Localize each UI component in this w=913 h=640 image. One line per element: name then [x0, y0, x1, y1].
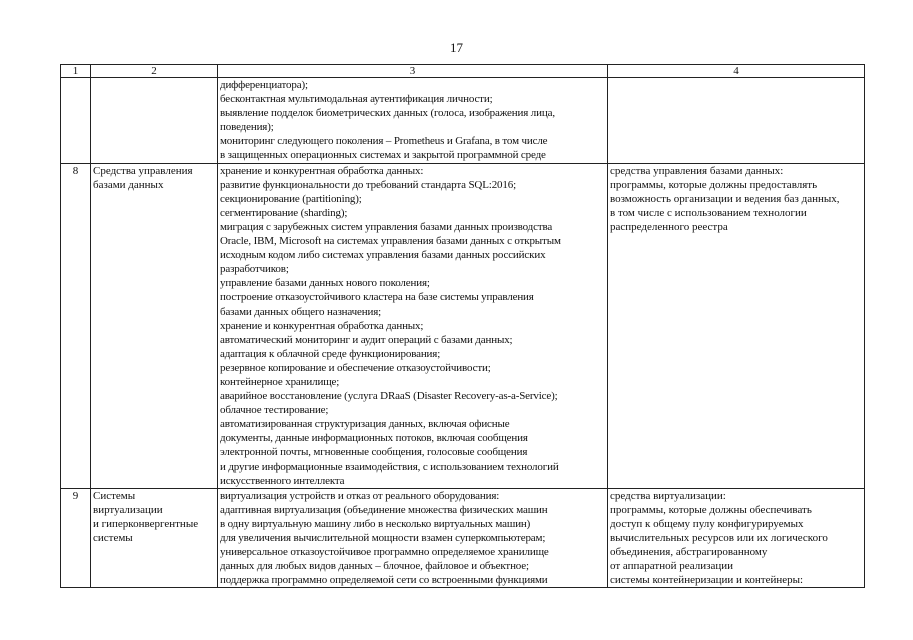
- table-row: [61, 163, 865, 488]
- row-number-cell: 9: [61, 488, 91, 588]
- details-line: аварийное восстановление (услуга DRaaS (Disaster Recovery-as-a-Service);: [220, 390, 558, 403]
- header-cell: 3: [218, 65, 608, 78]
- description-line: распределенного реестра: [610, 220, 728, 233]
- description-line: возможность организации и ведения баз данных,: [610, 192, 840, 205]
- details-line: сегментирование (sharding);: [220, 206, 348, 219]
- details-line: Oracle, IBM, Microsoft на системах управления базами данных с открытым: [220, 235, 561, 248]
- details-line: универсальное отказоустойчивое программно определяемое хранилище: [220, 546, 549, 559]
- table-body: [61, 78, 865, 588]
- row-details-cell: [218, 78, 608, 164]
- details-line: для увеличения вычислительной мощности взамен суперкомпьютерам;: [220, 532, 546, 544]
- name-line: и гиперконвергентные: [93, 517, 199, 530]
- details-line: электронной почты, мгновенные сообщения, голосовые сообщения: [220, 446, 528, 459]
- details-line: автоматический мониторинг и аудит операций с базами данных;: [220, 333, 513, 346]
- description-line: средства виртуализации:: [610, 489, 726, 502]
- description-line: объединения, абстрагированному: [610, 546, 768, 559]
- row-description-cell: [608, 78, 865, 164]
- header-cell: 2: [91, 65, 218, 78]
- details-line: документы, данные информационных потоков, включая сообщения: [220, 432, 528, 445]
- requirements-table: [60, 64, 865, 588]
- details-line: хранение и конкурентная обработка данных;: [220, 319, 424, 332]
- details-line: резервное копирование и обеспечение отказоустойчивости;: [220, 361, 491, 374]
- header-cell: 4: [608, 65, 865, 78]
- description-line: доступ к общему пулу конфигурируемых: [610, 517, 804, 530]
- details-line: исходным кодом либо системах управления базами данных российских: [220, 249, 546, 262]
- row-number-cell: [61, 78, 91, 164]
- details-line: поведения);: [220, 121, 274, 134]
- description-line: от аппаратной реализации: [610, 560, 733, 573]
- details-line: дифференциатора);: [220, 79, 308, 91]
- details-line: поддержка программно определяемой сети со встроенными функциями: [220, 574, 548, 587]
- description-line: вычислительных ресурсов или их логического: [610, 532, 828, 544]
- details-line: миграция с зарубежных систем управления базами данных производства: [220, 220, 553, 233]
- row-name-cell: [91, 488, 218, 588]
- details-line: в защищенных операционных системах и закрытой программной среде: [220, 149, 546, 162]
- table-row: [61, 488, 865, 588]
- details-line: мониторинг следующего поколения – Prometheus и Grafana, в том числе: [220, 135, 548, 148]
- details-line: виртуализация устройств и отказ от реального оборудования:: [220, 489, 500, 502]
- details-line: автоматизированная структуризация данных, включая офисные: [220, 418, 510, 431]
- name-line: Средства управления: [93, 164, 193, 177]
- details-line: управление базами данных нового поколения;: [220, 277, 430, 290]
- name-line: базами данных: [93, 178, 164, 191]
- details-line: хранение и конкурентная обработка данных:: [220, 164, 424, 177]
- description-line: средства управления базами данных:: [610, 164, 784, 177]
- details-line: в одну виртуальную машину либо в несколько виртуальных машин): [220, 517, 531, 530]
- name-line: виртуализации: [93, 503, 163, 516]
- details-line: данных для любых видов данных – блочное, файловое и объектное;: [220, 560, 529, 573]
- details-line: построение отказоустойчивого кластера на базе системы управления: [220, 291, 534, 304]
- row-details-cell: [218, 488, 608, 588]
- name-line: системы: [93, 532, 133, 544]
- details-line: и другие информационные взаимодействия, с использованием технологий: [220, 460, 559, 473]
- row-name-cell: [91, 163, 218, 488]
- description-line: программы, которые должны предоставлять: [610, 178, 818, 191]
- details-line: адаптация к облачной среде функционирования;: [220, 347, 441, 360]
- details-line: секционирование (partitioning);: [220, 192, 362, 205]
- details-line: искусственного интеллекта: [220, 474, 345, 487]
- description-line: программы, которые должны обеспечивать: [610, 503, 812, 516]
- details-line: базами данных общего назначения;: [220, 305, 382, 318]
- details-line: бесконтактная мультимодальная аутентификация личности;: [220, 93, 493, 106]
- row-details-cell: [218, 163, 608, 488]
- row-description-cell: [608, 488, 865, 588]
- details-line: развитие функциональности до требований стандарта SQL:2016;: [220, 178, 517, 191]
- row-number-cell: 8: [61, 163, 91, 488]
- description-line: системы контейнеризации и контейнеры:: [610, 574, 804, 587]
- row-name-cell: [91, 78, 218, 164]
- details-line: выявление подделок биометрических данных (голоса, изображения лица,: [220, 107, 555, 120]
- details-line: разработчиков;: [220, 263, 289, 276]
- table-row: [61, 78, 865, 164]
- table-header-row: [61, 65, 865, 78]
- header-cell: 1: [61, 65, 91, 78]
- details-line: контейнерное хранилище;: [220, 375, 340, 388]
- details-line: облачное тестирование;: [220, 404, 329, 417]
- row-description-cell: [608, 163, 865, 488]
- page-number: 17: [450, 40, 463, 55]
- details-line: адаптивная виртуализация (объединение множества физических машин: [220, 503, 548, 516]
- description-line: в том числе с использованием технологии: [610, 206, 807, 219]
- name-line: Системы: [93, 489, 136, 502]
